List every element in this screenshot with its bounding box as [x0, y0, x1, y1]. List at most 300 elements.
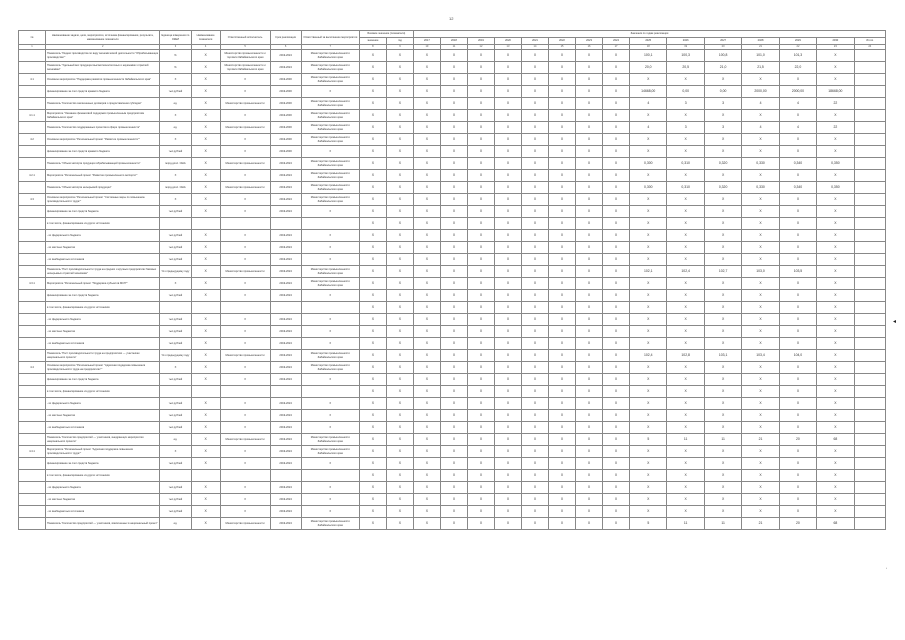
row-period-cell: 2019-2024 [270, 326, 301, 338]
header-sub-cell: 2026 [667, 38, 704, 45]
row-value-cell: X [521, 446, 548, 458]
row-value-cell: X [521, 98, 548, 110]
table-row [19, 350, 886, 362]
row-value-cell: X [386, 74, 413, 86]
row-value-cell: X [413, 50, 440, 62]
row-value-cell: X [440, 338, 467, 350]
row-name-cell: финансирование за счет средств бюджета [46, 374, 160, 386]
row-period-cell: 2019-2024 [270, 422, 301, 434]
row-value-cell: X [603, 170, 630, 182]
row-value-cell: X [413, 302, 440, 314]
row-value-cell: 104,0 [779, 350, 816, 362]
row-value-cell: X [549, 446, 576, 458]
row-code-cell: X [191, 374, 220, 386]
row-name-cell: Показатель "Индекс производства по виду экономической деятельности "Обрабатывающие производства"" [46, 50, 160, 62]
row-value-cell: X [549, 338, 576, 350]
row-value-cell: X [494, 374, 521, 386]
row-value-cell: X [440, 98, 467, 110]
row-code-cell: X [191, 242, 220, 254]
row-value-cell: X [630, 482, 667, 494]
row-value-cell: X [359, 350, 386, 362]
row-value-cell: X [576, 50, 603, 62]
row-value-cell: X [576, 410, 603, 422]
row-value-cell: 0,310 [667, 182, 704, 194]
row-value-cell: 3 [667, 98, 704, 110]
row-code-cell [191, 218, 220, 230]
row-value-cell: X [603, 446, 630, 458]
row-value-cell: X [467, 338, 494, 350]
row-value-cell: X [549, 194, 576, 206]
row-value-cell: X [667, 254, 704, 266]
row-value-cell: X [576, 374, 603, 386]
row-name-cell: в том числе, финансирование из других источников [46, 218, 160, 230]
row-value-cell: X [467, 146, 494, 158]
row-value-cell: X [576, 86, 603, 98]
row-value-cell: X [549, 458, 576, 470]
header-name: Наименование задачи, цели, мероприятия, источника финансирования, результата, наименование показателя [46, 31, 160, 45]
row-executor-cell: X [301, 314, 359, 326]
row-value-cell: X [779, 374, 816, 386]
row-name-cell: Показатель "Количество предприятий — участников, внедряющих мероприятия национального проекта" [46, 434, 160, 446]
row-executor-cell: X [301, 230, 359, 242]
row-value-cell [854, 86, 885, 98]
row-value-cell: X [817, 314, 854, 326]
row-value-cell: 18668,00 [817, 86, 854, 98]
column-index-cell: 19 [667, 45, 704, 50]
row-value-cell: X [576, 518, 603, 530]
row-value-cell: X [779, 74, 816, 86]
row-value-cell: X [521, 266, 548, 278]
row-value-cell: X [549, 218, 576, 230]
row-number-cell [19, 314, 46, 326]
table-row [19, 338, 886, 350]
row-value-cell: X [817, 242, 854, 254]
row-value-cell [854, 146, 885, 158]
row-name-cell: - из внебюджетных источников [46, 338, 160, 350]
row-value-cell: X [494, 50, 521, 62]
row-value-cell: X [742, 290, 779, 302]
row-value-cell: X [413, 422, 440, 434]
row-value-cell: X [817, 194, 854, 206]
row-unit-cell [160, 386, 191, 398]
row-value-cell: X [440, 290, 467, 302]
row-value-cell: X [576, 218, 603, 230]
row-number-cell [19, 458, 46, 470]
row-value-cell: X [494, 506, 521, 518]
row-value-cell: X [413, 374, 440, 386]
row-executor-cell: Министерство промышленности Забайкальского края [301, 194, 359, 206]
column-index-cell: 17 [603, 45, 630, 50]
row-value-cell: X [359, 362, 386, 374]
row-executor-cell: Министерство промышленности Забайкальского края [301, 182, 359, 194]
row-value-cell: 14668,00 [630, 86, 667, 98]
row-value-cell: X [359, 134, 386, 146]
row-value-cell: X [440, 218, 467, 230]
row-value-cell: X [467, 290, 494, 302]
row-value-cell: X [413, 230, 440, 242]
row-code-cell: X [191, 290, 220, 302]
row-value-cell: X [440, 182, 467, 194]
row-value-cell: X [576, 194, 603, 206]
table-row [19, 314, 886, 326]
row-value-cell: X [359, 110, 386, 122]
row-value-cell: X [630, 494, 667, 506]
row-value-cell: X [779, 326, 816, 338]
program-indicators-table [18, 30, 886, 530]
row-value-cell: X [467, 98, 494, 110]
row-value-cell: X [817, 482, 854, 494]
row-code-cell: X [191, 122, 220, 134]
row-executor-cell: X [301, 458, 359, 470]
row-value-cell: X [549, 122, 576, 134]
row-period-cell: 2019-2024 [270, 410, 301, 422]
row-value-cell: X [467, 170, 494, 182]
row-executor-cell: X [301, 146, 359, 158]
row-value-cell: 101,0 [742, 50, 779, 62]
row-code-cell [191, 302, 220, 314]
row-value-cell: X [467, 194, 494, 206]
row-name-cell: Показатель "Рост производительности труда на предприятиях — участниках национального проекта" [46, 350, 160, 362]
row-value-cell: X [467, 494, 494, 506]
row-responsible-cell: X [220, 458, 270, 470]
row-value-cell: X [742, 458, 779, 470]
row-period-cell: 2019-2024 [270, 362, 301, 374]
row-value-cell: X [413, 350, 440, 362]
row-value-cell: X [742, 302, 779, 314]
table-row [19, 290, 886, 302]
row-value-cell: X [603, 398, 630, 410]
row-value-cell: X [359, 74, 386, 86]
row-value-cell: X [413, 170, 440, 182]
row-value-cell: X [704, 194, 741, 206]
row-value-cell: X [494, 458, 521, 470]
row-value-cell: X [359, 470, 386, 482]
row-executor-cell: Министерство промышленности Забайкальского края [301, 350, 359, 362]
row-value-cell: X [704, 326, 741, 338]
row-value-cell: X [576, 326, 603, 338]
row-value-cell [854, 350, 885, 362]
row-value-cell: X [576, 338, 603, 350]
row-value-cell: X [521, 410, 548, 422]
row-value-cell: X [359, 278, 386, 290]
row-value-cell: X [742, 146, 779, 158]
row-value-cell: X [667, 326, 704, 338]
row-value-cell: X [467, 314, 494, 326]
row-value-cell: X [494, 302, 521, 314]
row-value-cell: X [521, 398, 548, 410]
row-executor-cell: X [301, 326, 359, 338]
row-value-cell: X [603, 422, 630, 434]
row-value-cell [854, 386, 885, 398]
row-value-cell: 21,0 [704, 62, 741, 74]
row-number-cell [19, 146, 46, 158]
row-number-cell [19, 302, 46, 314]
row-value-cell: X [549, 50, 576, 62]
row-code-cell: X [191, 362, 220, 374]
row-value-cell: X [359, 374, 386, 386]
row-value-cell: X [440, 134, 467, 146]
row-code-cell: X [191, 182, 220, 194]
row-value-cell: X [603, 86, 630, 98]
row-executor-cell: X [301, 398, 359, 410]
row-value-cell: X [742, 470, 779, 482]
row-value-cell [854, 302, 885, 314]
row-value-cell: X [359, 518, 386, 530]
header-indicator: Наименование показателя [191, 31, 220, 45]
row-value-cell [854, 98, 885, 110]
row-name-cell: Основное мероприятие "Региональный проект "Развитие промышленности"" [46, 134, 160, 146]
row-value-cell: X [521, 386, 548, 398]
row-value-cell: X [359, 254, 386, 266]
row-value-cell: X [603, 266, 630, 278]
row-value-cell: X [817, 386, 854, 398]
row-code-cell: X [191, 350, 220, 362]
row-responsible-cell: Министерство промышленности [220, 98, 270, 110]
row-value-cell: X [413, 158, 440, 170]
row-value-cell: X [440, 50, 467, 62]
row-period-cell: 2019-2024 [270, 482, 301, 494]
row-value-cell: X [667, 314, 704, 326]
table-row [19, 230, 886, 242]
row-name-cell: финансирование за счет средств бюджета [46, 290, 160, 302]
row-value-cell: X [467, 398, 494, 410]
row-value-cell: X [817, 446, 854, 458]
row-value-cell: X [386, 134, 413, 146]
row-name-cell: Мероприятие "Региональный проект "Поддержка субъектов МСП"" [46, 278, 160, 290]
row-value-cell: X [386, 458, 413, 470]
row-executor-cell: Министерство промышленности Забайкальского края [301, 134, 359, 146]
row-code-cell: X [191, 314, 220, 326]
row-value-cell: X [779, 302, 816, 314]
row-executor-cell: X [301, 206, 359, 218]
row-name-cell: - из местных бюджетов [46, 326, 160, 338]
row-value-cell: 11 [704, 518, 741, 530]
row-value-cell: X [549, 398, 576, 410]
header-sub-cell: 2030 [817, 38, 854, 45]
row-value-cell: X [494, 158, 521, 170]
row-value-cell: X [521, 122, 548, 134]
row-value-cell: X [521, 254, 548, 266]
row-value-cell: 102,7 [704, 266, 741, 278]
row-unit-cell: тыс.рублей [160, 242, 191, 254]
row-period-cell: 2019-2024 [270, 278, 301, 290]
row-responsible-cell: X [220, 494, 270, 506]
row-value-cell: X [742, 206, 779, 218]
row-value-cell: X [779, 494, 816, 506]
row-value-cell: X [630, 386, 667, 398]
row-period-cell: 2019-2024 [270, 170, 301, 182]
row-value-cell: X [494, 350, 521, 362]
row-value-cell: 4 [779, 122, 816, 134]
row-unit-cell: % к предыдущему году [160, 350, 191, 362]
row-period-cell: 2019-2024 [270, 290, 301, 302]
row-responsible-cell: X [220, 446, 270, 458]
row-value-cell: X [359, 182, 386, 194]
row-value-cell: X [359, 302, 386, 314]
row-value-cell: X [779, 362, 816, 374]
row-value-cell: X [359, 50, 386, 62]
row-period-cell: 2019-2024 [270, 194, 301, 206]
row-period-cell: 2019-2024 [270, 446, 301, 458]
row-executor-cell: X [301, 422, 359, 434]
row-value-cell [854, 398, 885, 410]
row-value-cell: X [413, 254, 440, 266]
row-value-cell: X [576, 290, 603, 302]
row-value-cell [854, 458, 885, 470]
column-index-cell: 15 [549, 45, 576, 50]
row-value-cell: 103,0 [742, 266, 779, 278]
row-value-cell: X [467, 422, 494, 434]
row-value-cell: X [667, 410, 704, 422]
row-value-cell: 2000,00 [742, 86, 779, 98]
table-row [19, 326, 886, 338]
row-value-cell: X [576, 146, 603, 158]
row-value-cell: X [359, 410, 386, 422]
table-row [19, 206, 886, 218]
row-name-cell: - из местных бюджетов [46, 494, 160, 506]
row-value-cell: X [413, 206, 440, 218]
row-value-cell: X [413, 518, 440, 530]
header-sub-cell: значение [359, 38, 386, 45]
row-value-cell: 100,8 [704, 50, 741, 62]
row-value-cell: X [630, 314, 667, 326]
row-value-cell: X [576, 482, 603, 494]
row-value-cell: X [386, 362, 413, 374]
row-value-cell: 3 [667, 122, 704, 134]
table-row [19, 494, 886, 506]
row-value-cell: X [779, 422, 816, 434]
row-value-cell: X [467, 410, 494, 422]
row-value-cell: X [359, 422, 386, 434]
row-value-cell: X [603, 146, 630, 158]
row-executor-cell: Министерство промышленности Забайкальского края [301, 158, 359, 170]
row-number-cell [19, 398, 46, 410]
row-value-cell: X [494, 254, 521, 266]
row-number-cell [19, 470, 46, 482]
row-value-cell: X [386, 398, 413, 410]
row-value-cell: X [440, 206, 467, 218]
row-value-cell: X [576, 266, 603, 278]
row-value-cell: X [386, 242, 413, 254]
row-value-cell: X [494, 122, 521, 134]
column-index-cell: 18 [630, 45, 667, 50]
row-value-cell: X [494, 446, 521, 458]
row-value-cell: X [742, 410, 779, 422]
row-value-cell: 5 [630, 518, 667, 530]
row-executor-cell: Министерство промышленности Забайкальского края [301, 122, 359, 134]
row-value-cell: X [779, 230, 816, 242]
row-value-cell: X [742, 230, 779, 242]
row-value-cell [854, 230, 885, 242]
row-unit-cell: X [160, 110, 191, 122]
row-executor-cell: Министерство промышленности Забайкальского края [301, 50, 359, 62]
row-value-cell [854, 290, 885, 302]
row-value-cell: X [817, 350, 854, 362]
row-value-cell: X [467, 206, 494, 218]
row-name-cell: Мероприятие "Региональный проект "Развитие промышленного экспорта"" [46, 170, 160, 182]
row-value-cell: X [704, 374, 741, 386]
row-number-cell [19, 182, 46, 194]
row-value-cell: 102,4 [630, 350, 667, 362]
row-value-cell: X [576, 422, 603, 434]
row-value-cell: X [667, 290, 704, 302]
row-value-cell: X [413, 74, 440, 86]
table-row [19, 170, 886, 182]
row-value-cell: X [549, 278, 576, 290]
row-responsible-cell: X [220, 506, 270, 518]
row-executor-cell: X [301, 506, 359, 518]
row-value-cell: X [667, 302, 704, 314]
row-value-cell [854, 218, 885, 230]
row-responsible-cell [220, 386, 270, 398]
row-value-cell: X [386, 326, 413, 338]
row-value-cell: X [467, 134, 494, 146]
row-responsible-cell: X [220, 134, 270, 146]
row-value-cell: 102,1 [630, 266, 667, 278]
row-value-cell: 4 [742, 98, 779, 110]
row-value-cell: X [467, 482, 494, 494]
row-period-cell: 2019-2024 [270, 494, 301, 506]
row-period-cell: 2019-2030 [270, 122, 301, 134]
row-value-cell: X [386, 470, 413, 482]
row-unit-cell: X [160, 134, 191, 146]
row-unit-cell: тыс.рублей [160, 290, 191, 302]
page-corner-mark: • [886, 566, 888, 570]
row-responsible-cell: X [220, 110, 270, 122]
row-number-cell [19, 158, 46, 170]
row-period-cell: 2019-2024 [270, 206, 301, 218]
row-value-cell: X [603, 470, 630, 482]
row-value-cell: X [494, 434, 521, 446]
column-index-cell: 16 [576, 45, 603, 50]
row-value-cell: X [549, 422, 576, 434]
row-value-cell: X [603, 98, 630, 110]
row-value-cell: X [386, 338, 413, 350]
row-responsible-cell: Министерство промышленности [220, 158, 270, 170]
row-value-cell: X [742, 422, 779, 434]
row-value-cell: X [704, 446, 741, 458]
row-unit-cell: X [160, 194, 191, 206]
row-value-cell: X [603, 254, 630, 266]
row-name-cell: - из федерального бюджета [46, 314, 160, 326]
row-value-cell: X [440, 374, 467, 386]
row-value-cell: X [440, 494, 467, 506]
row-code-cell: X [191, 62, 220, 74]
row-executor-cell: X [301, 290, 359, 302]
row-value-cell: X [630, 290, 667, 302]
table-row [19, 458, 886, 470]
row-value-cell: 22 [817, 98, 854, 110]
row-responsible-cell [220, 302, 270, 314]
row-value-cell: X [817, 134, 854, 146]
row-name-cell: - из внебюджетных источников [46, 254, 160, 266]
header-sub-cell: год [386, 38, 413, 45]
row-value-cell: X [742, 278, 779, 290]
row-value-cell: X [603, 410, 630, 422]
row-value-cell: X [817, 374, 854, 386]
row-unit-cell: тыс.рублей [160, 146, 191, 158]
row-code-cell: X [191, 134, 220, 146]
row-value-cell: X [742, 386, 779, 398]
row-value-cell: X [440, 446, 467, 458]
row-value-cell: 22,0 [779, 62, 816, 74]
row-period-cell: 2019-2024 [270, 398, 301, 410]
row-name-cell: финансирование за счет средств бюджета [46, 458, 160, 470]
row-name-cell: Показатель "Объем экспорта продукции обрабатывающей промышленности" [46, 158, 160, 170]
row-value-cell: X [521, 494, 548, 506]
row-value-cell: X [386, 98, 413, 110]
row-code-cell: X [191, 50, 220, 62]
